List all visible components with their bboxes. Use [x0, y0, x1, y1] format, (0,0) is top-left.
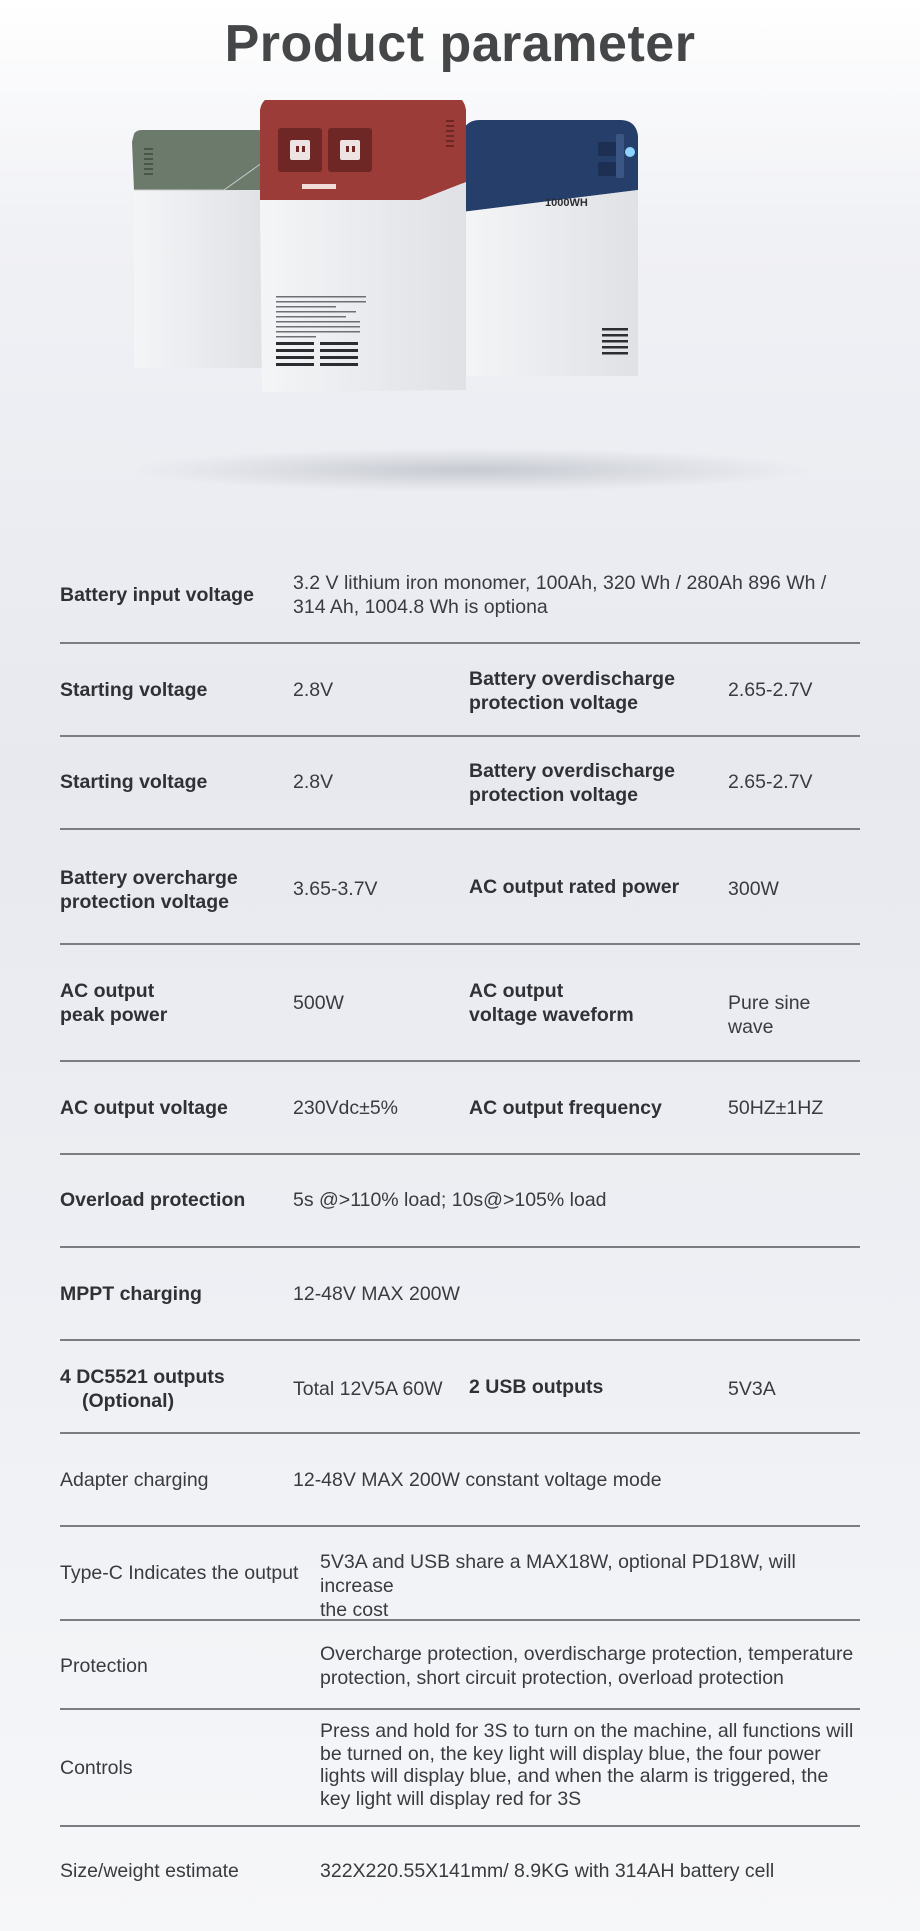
spec-row-starting-voltage [60, 644, 860, 737]
spec-label: AC output peak power [60, 980, 168, 1026]
spec-row-size-weight [60, 1827, 860, 1917]
spec-value: 2.65-2.7V [728, 771, 813, 793]
spec-label: Battery overcharge protection voltage [60, 867, 238, 913]
spec-value: 5s @>110% load; 10s@>105% load [293, 1189, 607, 1211]
spec-value: 3.65-3.7V [293, 878, 378, 900]
spec-value: 2.65-2.7V [728, 679, 813, 701]
spec-value: 2.8V [293, 771, 334, 793]
green-power-station [132, 130, 266, 368]
spec-table [60, 548, 860, 1917]
spec-value: 300W [728, 878, 779, 900]
spec-value: 500W [293, 992, 344, 1014]
spec-label: AC output rated power [469, 876, 680, 898]
spec-label: Controls [60, 1757, 133, 1779]
spec-label: Type-C Indicates the output [60, 1562, 299, 1584]
spec-label: Starting voltage [60, 771, 208, 793]
spec-label: AC output frequency [469, 1097, 662, 1119]
spec-label: AC output voltage [60, 1097, 228, 1119]
product-image [120, 100, 820, 500]
spec-value: 230Vdc±5% [293, 1097, 399, 1119]
spec-row-ac-voltage [60, 1062, 860, 1155]
spec-value: 5V3A and USB share a MAX18W, optional PD18W, will increase the cost [320, 1551, 796, 1621]
spec-label: AC output voltage waveform [469, 980, 634, 1026]
capacity-badge: 1000WH [545, 197, 588, 209]
spec-label: Starting voltage [60, 679, 208, 701]
spec-label: Battery overdischarge protection voltage [469, 760, 675, 806]
spec-row-dc-outputs [60, 1341, 860, 1434]
spec-row-type-c [60, 1527, 860, 1621]
spec-value: 322X220.55X141mm/ 8.9KG with 314AH battery cell [320, 1860, 775, 1882]
spec-label: Overload protection [60, 1189, 246, 1211]
spec-value: Total 12V5A 60W [293, 1378, 443, 1400]
spec-value: Press and hold for 3S to turn on the machine, all functions will be turned on, the key light will display blue, the four power lights will display blue, and when the alarm is triggered, the key light will display red for 3S [320, 1720, 854, 1810]
red-power-station [260, 100, 466, 392]
spec-row-mppt [60, 1248, 860, 1341]
spec-row-controls [60, 1710, 860, 1827]
spec-value: 2.8V [293, 679, 334, 701]
spec-row-overload [60, 1155, 860, 1248]
spec-row-starting-voltage-2 [60, 737, 860, 830]
spec-label: Protection [60, 1655, 148, 1677]
spec-row-ac-peak [60, 945, 860, 1062]
spec-label: Adapter charging [60, 1469, 209, 1491]
spec-row-overcharge [60, 830, 860, 945]
spec-label: 2 USB outputs [469, 1376, 604, 1398]
page-title: Product parameter [224, 15, 696, 73]
spec-value: 12-48V MAX 200W constant voltage mode [293, 1469, 662, 1491]
spec-row-protection [60, 1621, 860, 1710]
spec-value: 3.2 V lithium iron monomer, 100Ah, 320 Wh / 280Ah 896 Wh / 314 Ah, 1004.8 Wh is optiona [293, 572, 827, 618]
spec-value: 50HZ±1HZ [728, 1097, 824, 1119]
spec-row-adapter [60, 1434, 860, 1527]
spec-value: 12-48V MAX 200W [293, 1283, 460, 1305]
spec-label: MPPT charging [60, 1283, 202, 1305]
spec-label: 4 DC5521 outputs (Optional) [60, 1366, 225, 1412]
blue-power-station [462, 120, 638, 376]
spec-row-battery-input [60, 548, 860, 644]
spec-value: Overcharge protection, overdischarge protection, temperature protection, short circuit protection, overload protection [320, 1643, 854, 1689]
spec-label: Battery overdischarge protection voltage [469, 668, 675, 714]
spec-value: 5V3A [728, 1378, 776, 1400]
spec-label: Battery input voltage [60, 584, 254, 606]
spec-value: Pure sine wave [728, 992, 811, 1038]
spec-label: Size/weight estimate [60, 1860, 239, 1882]
